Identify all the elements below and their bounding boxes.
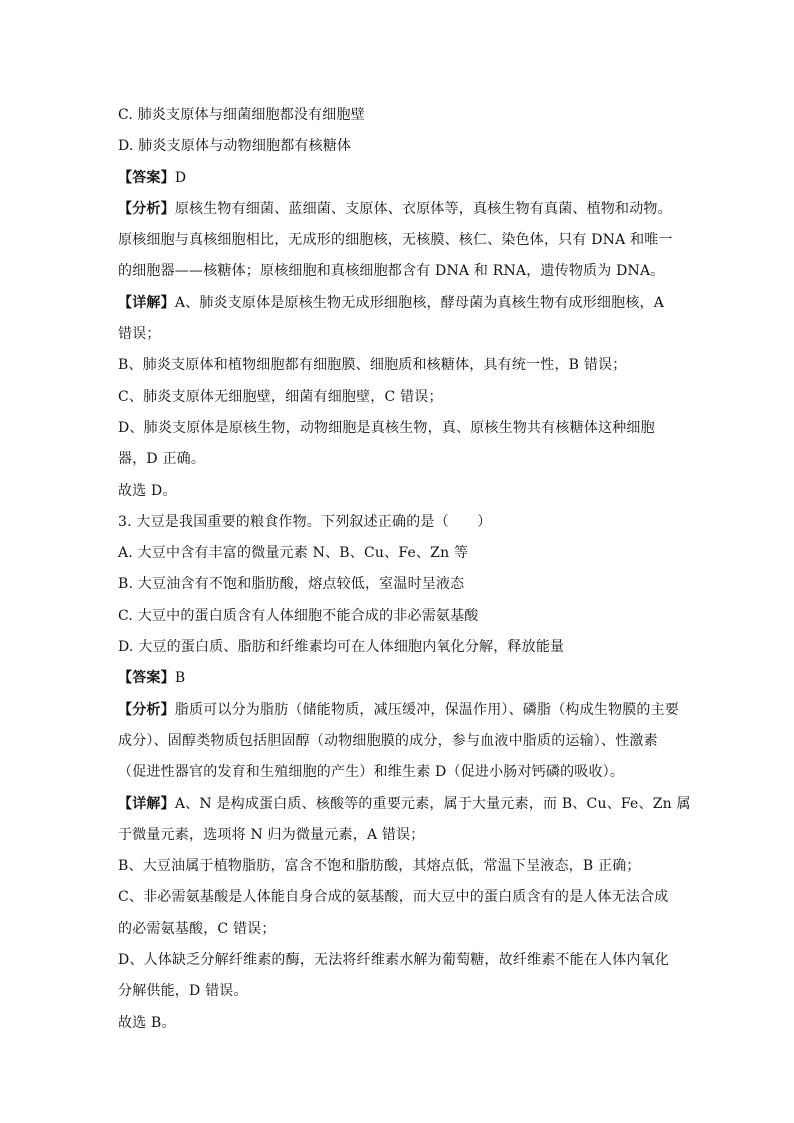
text-line [118, 976, 678, 1007]
text-line [118, 601, 678, 632]
text-line [118, 538, 678, 569]
text-line [118, 726, 678, 757]
text-line [118, 225, 678, 256]
section-tag: 【详解】 [118, 795, 175, 812]
line-text: 3. 大豆是我国重要的粮食作物。下列叙述正确的是（ ） [118, 513, 492, 530]
section-tag: 【答案】 [118, 169, 175, 186]
text-line [118, 444, 678, 475]
line-text: B、大豆油属于植物脂肪，富含不饱和脂肪酸，其熔点低，常温下呈液态，B 正确； [118, 858, 641, 875]
text-line [118, 789, 691, 820]
text-line [118, 820, 678, 851]
section-tag: 【详解】 [118, 294, 175, 311]
line-text: C. 肺炎支原体与细菌细胞都没有细胞壁 [118, 107, 365, 123]
line-text: 错误； [118, 326, 161, 343]
text-line [118, 256, 678, 287]
line-text: 故选 B。 [118, 1014, 176, 1031]
text-line [118, 350, 678, 381]
line-text: A、N 是构成蛋白质、核酸等的重要元素，属于大量元素，而 B、Cu、Fe、Zn 属 [174, 795, 691, 812]
section-tag: 【分析】 [118, 701, 175, 718]
line-text: A. 大豆中含有丰富的微量元素 N、B、Cu、Fe、Zn 等 [118, 545, 469, 562]
text-line [118, 288, 678, 319]
line-text: D、人体缺乏分解纤维素的酶，无法将纤维素水解为葡萄糖，故纤维素不能在人体内氧化 [118, 952, 670, 969]
line-text: 的必需氨基酸，C 错误； [118, 920, 276, 937]
line-text: C、肺炎支原体无细胞壁，细菌有细胞壁，C 错误； [118, 388, 443, 405]
line-text: B [174, 670, 186, 687]
line-text: 成分）、固醇类物质包括胆固醇（动物细胞膜的成分，参与血液中脂质的运输）、性激素 [118, 732, 658, 749]
line-text: B. 大豆油含有不饱和脂肪酸，熔点较低，室温时呈液态 [118, 576, 465, 593]
line-text: 故选 D。 [118, 482, 177, 499]
line-text: D、肺炎支原体是原核生物，动物细胞是真核生物，真、原核生物共有核糖体这种细胞 [118, 419, 655, 436]
line-text: D. 肺炎支原体与动物细胞都有核糖体 [118, 138, 352, 155]
text-line [118, 695, 678, 726]
line-text: C、非必需氨基酸是人体能自身合成的氨基酸，而大豆中的蛋白质含有的是人体无法合成 [118, 889, 669, 906]
line-text: 原核生物有细菌、蓝细菌、支原体、衣原体等，真核生物有真菌、植物和动物。 [174, 200, 672, 217]
line-text: D [174, 169, 187, 186]
line-text: 的细胞器——核糖体；原核细胞和真核细胞都含有 DNA 和 RNA，遗传物质为 DNA。 [118, 263, 665, 280]
text-line [118, 1008, 678, 1039]
text-line [118, 757, 678, 788]
text-line [118, 382, 678, 413]
line-text: （促进性器官的发育和生殖细胞的产生）和维生素 D（促进小肠对钙磷的吸收）。 [118, 764, 625, 781]
text-line [118, 100, 678, 131]
text-line [118, 413, 678, 444]
line-text: 器，D 正确。 [118, 451, 206, 468]
line-text: D. 大豆的蛋白质、脂肪和纤维素均可在人体细胞内氧化分解，释放能量 [118, 639, 565, 656]
section-tag: 【分析】 [118, 200, 175, 217]
text-line [118, 507, 678, 538]
line-text: A、肺炎支原体是原核生物无成形细胞核，酵母菌为真核生物有成形细胞核，A [174, 294, 665, 311]
text-line [118, 319, 678, 350]
text-line [118, 663, 678, 694]
line-text: 分解供能，D 错误。 [118, 983, 248, 1000]
line-text: B、肺炎支原体和植物细胞都有细胞膜、细胞质和核糖体，具有统一性，B 错误； [118, 357, 627, 374]
line-text: C. 大豆中的蛋白质含有人体细胞不能合成的非必需氨基酸 [118, 607, 479, 624]
line-text: 脂质可以分为脂肪（储能物质，减压缓冲，保温作用）、磷脂（构成生物膜的主要 [174, 701, 680, 718]
text-line [118, 945, 678, 976]
text-line [118, 131, 678, 162]
text-line [118, 632, 678, 663]
text-line [118, 914, 678, 945]
text-line [118, 163, 678, 194]
section-tag: 【答案】 [118, 670, 175, 687]
line-text: 于微量元素，选项将 N 归为微量元素，A 错误； [118, 826, 425, 843]
text-line [118, 194, 678, 225]
text-line [118, 569, 678, 600]
text-line [118, 882, 678, 913]
text-line [118, 851, 678, 882]
line-text: 原核细胞与真核细胞相比，无成形的细胞核，无核膜、核仁、染色体，只有 DNA 和唯一 [118, 232, 673, 249]
text-line [118, 476, 678, 507]
document-body [118, 100, 691, 1039]
